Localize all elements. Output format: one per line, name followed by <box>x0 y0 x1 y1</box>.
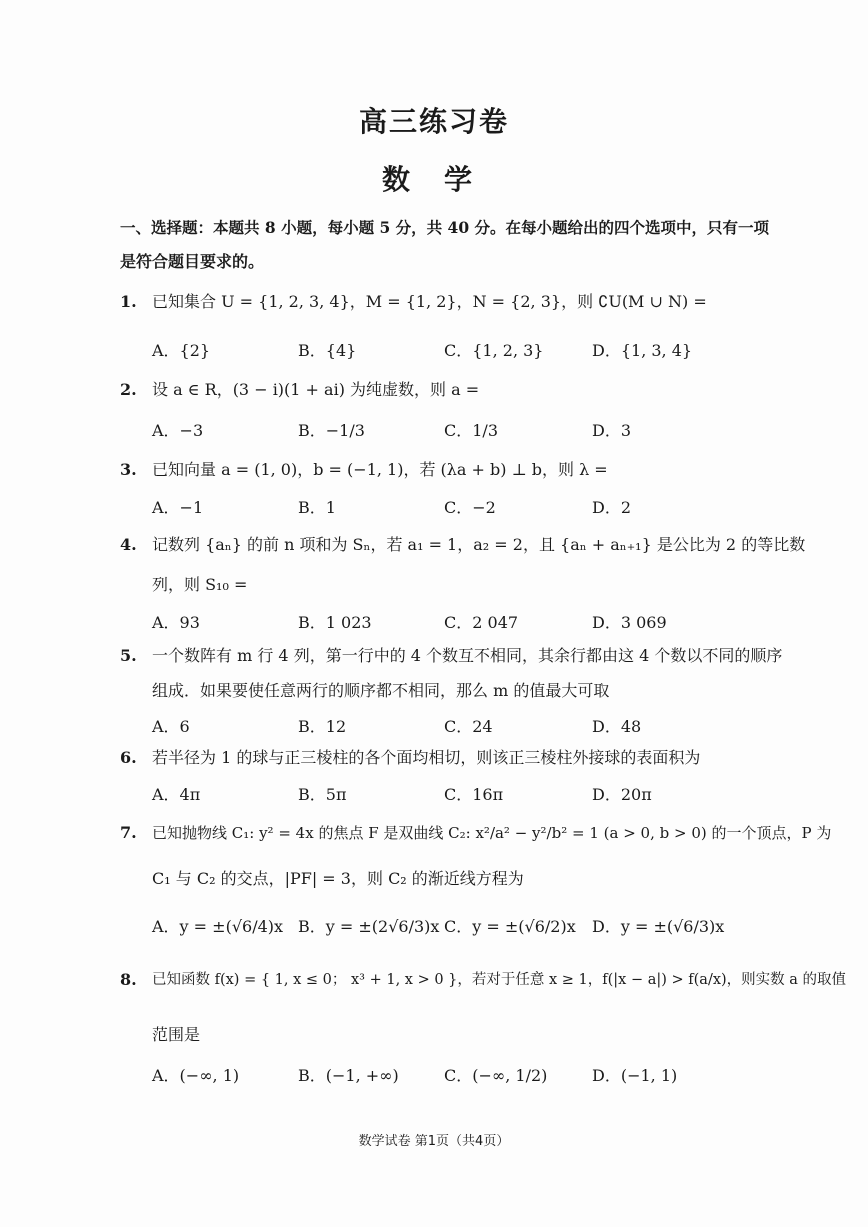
option-d[interactable]: D．48 <box>592 717 642 736</box>
option-b[interactable]: B．1 023 <box>298 613 372 632</box>
option-a[interactable]: A．{2} <box>152 341 211 360</box>
question-4-continuation: 列，则 S₁₀ = <box>152 575 248 594</box>
option-a[interactable]: A．y = ±(√6/4)x <box>152 917 284 936</box>
option-b[interactable]: B．{4} <box>298 341 357 360</box>
question-text: 设 a ∈ R，(3 − i)(1 + ai) 为纯虚数，则 a = <box>152 380 480 399</box>
option-c[interactable]: C．2 047 <box>444 613 519 632</box>
question-number: 5. <box>120 646 137 665</box>
question-number: 1. <box>120 292 137 311</box>
option-a[interactable]: A．4π <box>152 785 201 804</box>
option-b[interactable]: B．(−1, +∞) <box>298 1066 399 1085</box>
option-b[interactable]: B．y = ±(2√6/3)x <box>298 917 440 936</box>
option-a[interactable]: A．−3 <box>152 421 204 440</box>
option-c[interactable]: C．y = ±(√6/2)x <box>444 917 576 936</box>
question-text: 一个数阵有 m 行 4 列，第一行中的 4 个数互不相同，其余行都由这 4 个数以不同的顺序 <box>152 646 783 665</box>
option-d[interactable]: D．y = ±(√6/3)x <box>592 917 725 936</box>
question-number: 6. <box>120 748 137 767</box>
question-number: 2. <box>120 380 137 399</box>
question-1-options <box>152 338 752 366</box>
question-8-options <box>152 1063 752 1091</box>
question-text: 已知向量 a = (1, 0)，b = (−1, 1)，若 (λa + b) ⊥ b，则 λ = <box>152 460 608 479</box>
option-c[interactable]: C．24 <box>444 717 493 736</box>
question-text: 记数列 {aₙ} 的前 n 项和为 Sₙ，若 a₁ = 1，a₂ = 2，且 {aₙ + aₙ₊₁} 是公比为 2 的等比数 <box>152 535 806 554</box>
option-c[interactable]: C．1/3 <box>444 421 498 440</box>
question-text: 若半径为 1 的球与正三棱柱的各个面均相切，则该正三棱柱外接球的表面积为 <box>152 748 701 767</box>
question-number: 7. <box>120 823 137 842</box>
question-number: 4. <box>120 535 137 554</box>
page-footer: 数学试卷 第1页（共4页） <box>358 1134 510 1149</box>
question-text: 已知集合 U = {1, 2, 3, 4}，M = {1, 2}，N = {2, 3}，则 ∁U(M ∪ N) = <box>152 292 707 311</box>
option-c[interactable]: C．16π <box>444 785 504 804</box>
question-5-options <box>152 714 752 742</box>
question-2-options <box>152 418 752 446</box>
subject-title: 数学 <box>381 163 506 196</box>
option-d[interactable]: D．{1, 3, 4} <box>592 341 693 360</box>
option-a[interactable]: A．(−∞, 1) <box>152 1066 240 1085</box>
option-d[interactable]: D．(−1, 1) <box>592 1066 678 1085</box>
section-heading-line1: 一、选择题：本题共 8 小题，每小题 5 分，共 40 分。在每小题给出的四个选项中，只有一项 <box>120 218 770 237</box>
option-d[interactable]: D．2 <box>592 498 632 517</box>
option-b[interactable]: B．12 <box>298 717 347 736</box>
question-number: 3. <box>120 460 137 479</box>
question-text: 已知函数 f(x) = { 1, x ≤ 0； x³ + 1, x > 0 }，若对于任意 x ≥ 1，f(|x − a|) > f(a/x)，则实数 a 的取值 <box>152 972 847 988</box>
option-a[interactable]: A．93 <box>152 613 200 632</box>
exam-title: 高三练习卷 <box>358 105 509 138</box>
question-5-continuation: 组成．如果要使任意两行的顺序都不相同，那么 m 的值最大可取 <box>152 681 610 700</box>
question-3-options <box>152 495 752 523</box>
question-number: 8. <box>120 970 137 989</box>
section-heading <box>120 211 770 279</box>
option-a[interactable]: A．−1 <box>152 498 204 517</box>
question-4-options <box>152 610 752 638</box>
question-7-continuation: C₁ 与 C₂ 的交点，|PF| = 3，则 C₂ 的渐近线方程为 <box>152 869 524 888</box>
question-text: 已知抛物线 C₁: y² = 4x 的焦点 F 是双曲线 C₂: x²/a² − y²/b² = 1 (a > 0, b > 0) 的一个顶点，P 为 <box>152 824 832 842</box>
option-c[interactable]: C．{1, 2, 3} <box>444 341 544 360</box>
option-d[interactable]: D．3 <box>592 421 632 440</box>
section-heading-line2: 是符合题目要求的。 <box>120 252 265 271</box>
option-b[interactable]: B．−1/3 <box>298 421 365 440</box>
option-a[interactable]: A．6 <box>152 717 190 736</box>
option-b[interactable]: B．1 <box>298 498 336 517</box>
option-b[interactable]: B．5π <box>298 785 347 804</box>
option-c[interactable]: C．−2 <box>444 498 496 517</box>
question-6-options <box>152 782 752 810</box>
option-d[interactable]: D．20π <box>592 785 652 804</box>
question-7-options <box>152 914 752 942</box>
question-8-continuation: 范围是 <box>152 1025 201 1044</box>
option-c[interactable]: C．(−∞, 1/2) <box>444 1066 548 1085</box>
option-d[interactable]: D．3 069 <box>592 613 667 632</box>
